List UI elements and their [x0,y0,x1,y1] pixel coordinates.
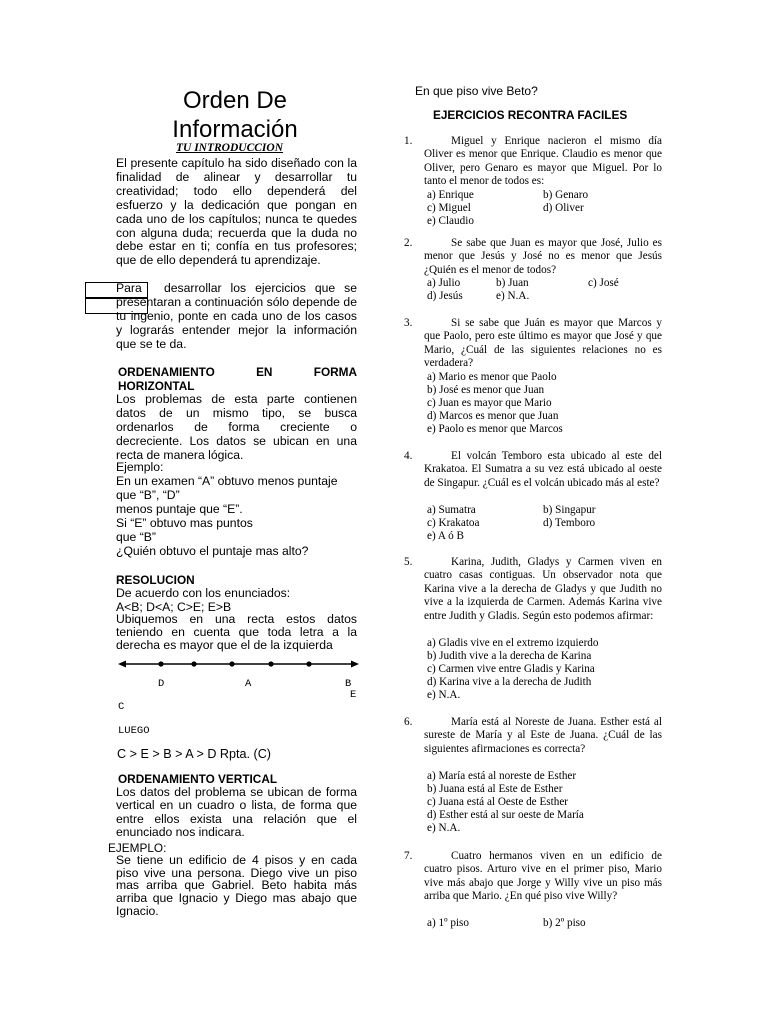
number-line [116,655,362,673]
example-line: En un examen “A” obtuvo menos puntaje [116,474,338,488]
intro-paragraph: El presente capítulo ha sido diseñado con la finalidad de alinear y desarrollar tu creatividad; todo ello dependerá del esfuerzo y la dedicación que pongan en cada uno de los capítulos; nunca te quedes con alguna duda; recuerda que la duda no debe estar en ti; confía en tus profesores; que de ello dependerá tu aprendizaje. [116,156,357,268]
option: c) Miguel [427,202,471,214]
option: e) N.A. [496,290,530,302]
option: a) Julio [427,277,461,289]
ejemplo-label: EJEMPLO: [108,841,167,855]
option: e) A ó B [427,530,464,542]
exercise-text: Cuatro hermanos viven en un edificio de cuatro pisos. Arturo vive en el primer piso, Mario vive más abajo que Jorge y Willy vive un piso más arriba que Mario. ¿En qué piso vive Willy? [424,850,662,903]
horizontal-heading-line2: HORIZONTAL [118,379,195,393]
number-line-point [158,661,163,666]
resolution-paragraph: Ubiquemos en una recta estos datos teniendo en cuenta que toda letra a la derecha es mayor que el de la izquierda [116,612,357,652]
line-label-a: A [245,678,252,690]
number-line-point [268,661,273,666]
option: a) María está al noreste de Esther [427,770,577,782]
option: a) Enrique [427,189,474,201]
exercise-text: El volcán Temboro esta ubicado al este del Krakatoa. El Sumatra a su vez está ubicado al oeste de Singapur. ¿Cuál es el volcán ubicado más al este? [424,450,662,489]
example-line: ¿Quién obtuvo el puntaje mas alto? [116,543,309,558]
para-word: Para [116,281,142,295]
exercise-text: Si se sabe que Juán es mayor que Marcos y que Paolo, pero este último es mayor que José y que Mario, ¿Cuál de las siguientes relaciones no es verdadera? [424,317,662,370]
option: c) Krakatoa [427,517,480,529]
option: c) Juana está al Oeste de Esther [427,796,569,808]
vertical-paragraph: Los datos del problema se ubican de forma vertical en un cuadro o lista, de forma que entre ellos exista una relación que el enunciado nos indicara. [116,785,357,839]
para-paragraph: desarrollar los ejercicios que se presentaran a continuación sólo depende de tu ingenio, ponte en cada uno de los casos y lograrás entender mejor la información que se te da. [116,281,357,351]
line-label-b: B [345,678,352,690]
option: a) Gladis vive en el extremo izquierdo [427,637,599,649]
exercise-number: 4. [404,450,413,462]
ejemplo-paragraph: Se tiene un edificio de 4 pisos y en cada piso vive una persona. Diego vive un piso mas arriba que Gabriel. Beto habita más arriba que Ignacio y Diego mas abajo que Ignacio. [116,853,357,918]
option: c) José [588,277,619,289]
exercise-number: 2. [404,237,413,249]
option: b) Juana está al Este de Esther [427,783,563,795]
option: d) Esther está al sur oeste de María [427,809,584,821]
option: e) N.A. [427,689,461,701]
horizontal-heading-text: ORDENAMIENTO EN FORMA [118,365,357,379]
answer-line: C > E > B > A > D Rpta. (C) [117,747,271,761]
option: d) Karina vive a la derecha de Judith [427,676,592,688]
horizontal-paragraph: Los problemas de esta parte contienen datos de un mismo tipo, se busca ordenarlos de forma creciente o decreciente. Los datos se ubican en una recta de manera lógica. [116,392,357,462]
option: d) Temboro [543,517,596,529]
exercise-text: Se sabe que Juan es mayor que José, Julio es menor que Jesús y José no es menor que Jesús ¿Quién es el menor de todos? [424,237,662,276]
horizontal-heading-line1 [118,365,357,379]
exercise-number: 7. [404,850,413,862]
option: c) Carmen vive entre Gladis y Karina [427,663,595,675]
example-line: que “B”, “D” [116,487,180,502]
option: e) Paolo es menor que Marcos [427,423,563,435]
option: b) Judith vive a la derecha de Karina [427,650,592,662]
exercise-number: 5. [404,556,413,568]
number-line-point [191,661,196,666]
example-line: que “B” [116,529,156,544]
intro-subtitle: TU INTRODUCCION [176,142,284,154]
exercises-heading: EJERCICIOS RECONTRA FACILES [433,108,628,122]
luego-label: LUEGO [118,725,150,737]
number-line-point [306,661,311,666]
example-label: Ejemplo: [116,460,164,474]
exercise-text: Miguel y Enrique nacieron el mismo día Oliver es menor que Enrique. Claudio es menor que Oliver, pero Genaro es mayor que Miguel. Por lo tanto el menor de todos es: [424,135,662,188]
left-arrow-icon [118,661,126,668]
option: a) 1º piso [427,917,469,929]
resolution-inequalities: A<B; D<A; C>E; E>B [116,600,232,614]
option: b) Singapur [543,504,596,516]
option: c) Juan es mayor que Mario [427,397,552,409]
option: b) Genaro [543,189,589,201]
example-line: Si “E” obtuvo mas puntos [116,515,253,530]
option: b) José es menor que Juan [427,384,545,396]
line-label-c: C [118,701,125,713]
resolution-line: De acuerdo con los enunciados: [116,586,291,600]
number-line-point [229,661,234,666]
option: e) Claudio [427,215,474,227]
option: e) N.A. [427,822,461,834]
exercise-number: 6. [404,716,413,728]
example-line: menos puntaje que “E”. [116,501,243,516]
exercise-number: 1. [404,135,413,147]
option: a) Sumatra [427,504,476,516]
example-lines [116,475,361,558]
option: b) 2º piso [543,917,586,929]
exercise-text: María está al Noreste de Juana. Esther está al sureste de María y al Este de Juana. ¿Cuál de las siguientes afirmaciones es correcta? [424,716,662,755]
line-label-e: E [350,689,357,701]
exercise-text: Karina, Judith, Gladys y Carmen viven en cuatro casas contiguas. Un observador nota que Karina vive a la derecha de Gladys y que Judith no vive a la izquierda de Carmen. Además Karina vive entre Judith y Gladis. Según esto podemos afirmar: [424,556,662,622]
option: a) Mario es menor que Paolo [427,371,557,383]
option: d) Jesús [427,290,463,302]
option: b) Juan [496,277,529,289]
option: d) Oliver [543,202,584,214]
page-title: Orden De Información [172,87,298,143]
exercise-number: 3. [404,317,413,329]
resolution-heading: RESOLUCION [116,573,195,587]
beto-question: En que piso vive Beto? [415,84,538,98]
line-label-d: D [158,678,165,690]
option: d) Marcos es menor que Juan [427,410,559,422]
right-arrow-icon [351,661,359,668]
vertical-heading: ORDENAMIENTO VERTICAL [118,772,278,786]
